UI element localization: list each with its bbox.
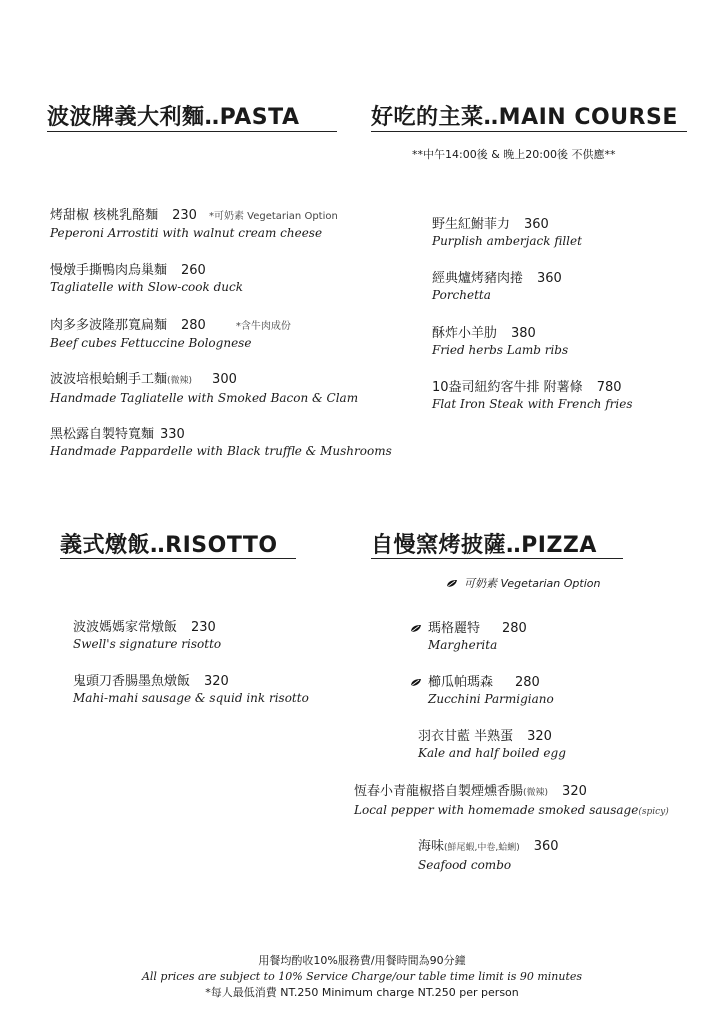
main-item-4 bbox=[432, 379, 633, 412]
main-item-3-en: Fried herbs Lamb ribs bbox=[432, 343, 569, 357]
risotto-item-1 bbox=[73, 619, 221, 652]
pizza-item-4-tag: (微辣) bbox=[523, 788, 549, 798]
pasta-item-5 bbox=[50, 426, 392, 459]
pizza-item-1-name: 瑪格麗特 bbox=[428, 621, 481, 636]
leaf-icon bbox=[446, 579, 458, 588]
pizza-section-title: 自慢窯烤披薩‥PIZZA bbox=[371, 533, 597, 558]
pizza-veg-note bbox=[446, 575, 600, 591]
risotto-item-1-price: 230 bbox=[191, 620, 216, 635]
pasta-item-1-note: *可奶素 Vegetarian Option bbox=[208, 211, 338, 222]
pizza-item-4-name: 恆春小青龍椒搭自製煙燻香腸 bbox=[354, 784, 524, 799]
pasta-item-1-en: Peperoni Arrostiti with walnut cream cheese bbox=[50, 226, 323, 240]
pasta-item-5-price: 330 bbox=[160, 427, 185, 442]
pasta-item-5-name: 黑松露自製特寬麵 bbox=[50, 427, 155, 442]
pizza-item-3-name: 羽衣甘藍 半熟蛋 bbox=[418, 729, 514, 744]
risotto-item-2-en: Mahi-mahi sausage & squid ink risotto bbox=[73, 691, 309, 705]
pizza-item-3 bbox=[418, 728, 566, 761]
risotto-item-2 bbox=[73, 673, 309, 706]
pasta-item-4-en: Handmade Tagliatelle with Smoked Bacon & Clam bbox=[50, 391, 359, 405]
pizza-item-2-price: 280 bbox=[515, 675, 540, 690]
risotto-item-1-name: 波波媽媽家常燉飯 bbox=[73, 620, 178, 635]
pasta-item-4-price: 300 bbox=[212, 372, 237, 387]
pasta-item-5-en: Handmade Pappardelle with Black truffle & Mushrooms bbox=[50, 444, 392, 458]
pasta-item-2-en: Tagliatelle with Slow-cook duck bbox=[50, 280, 243, 294]
pizza-item-5-price: 360 bbox=[533, 839, 559, 854]
main-item-1-name: 野生紅鮒菲力 bbox=[432, 217, 511, 232]
main-item-1 bbox=[432, 216, 582, 249]
pizza-item-4 bbox=[354, 783, 669, 820]
main-item-2-name: 經典爐烤豬肉捲 bbox=[432, 271, 524, 286]
pasta-item-2-name: 慢燉手撕鴨肉烏巢麵 bbox=[50, 263, 168, 278]
pizza-item-1 bbox=[410, 620, 527, 653]
pasta-item-2-price: 260 bbox=[181, 263, 206, 278]
pizza-item-5-tag: (鮮尾蝦,中卷,蛤蜊) bbox=[444, 843, 520, 853]
pasta-item-1-name: 烤甜椒 核桃乳酪麵 bbox=[50, 208, 159, 223]
risotto-section-title: 義式燉飯‥RISOTTO bbox=[60, 533, 278, 558]
pasta-item-3-note: *含牛肉成份 bbox=[235, 321, 291, 332]
pizza-item-2 bbox=[410, 674, 554, 707]
pizza-item-5-name: 海味 bbox=[418, 839, 445, 854]
pizza-item-4-price: 320 bbox=[562, 784, 587, 799]
pizza-item-4-en: Local pepper with homemade smoked sausage bbox=[354, 803, 639, 817]
pizza-item-3-price: 320 bbox=[527, 729, 552, 744]
main-subtitle: **中午14:00後 & 晚上20:00後 不供應** bbox=[412, 148, 616, 161]
pasta-title-rule bbox=[47, 131, 337, 132]
pasta-item-3 bbox=[50, 317, 291, 351]
pizza-item-5 bbox=[418, 838, 559, 873]
pizza-item-1-en: Margherita bbox=[428, 638, 498, 652]
pasta-section-title: 波波牌義大利麵‥PASTA bbox=[47, 105, 300, 130]
footer-minimum-charge: *每人最低消費 NT.250 Minimum charge NT.250 per person bbox=[205, 986, 519, 999]
pizza-item-2-name: 櫛瓜帕瑪森 bbox=[428, 675, 494, 690]
main-item-1-price: 360 bbox=[524, 217, 549, 232]
main-item-4-price: 780 bbox=[596, 380, 622, 395]
main-item-3 bbox=[432, 325, 568, 358]
pasta-item-3-name: 肉多多波隆那寬扁麵 bbox=[50, 318, 168, 333]
pasta-item-4 bbox=[50, 371, 358, 406]
pizza-item-1-price: 280 bbox=[502, 621, 527, 636]
main-item-2-price: 360 bbox=[537, 271, 562, 286]
risotto-title-rule bbox=[60, 558, 296, 559]
pasta-item-4-tag: (微辣) bbox=[167, 376, 193, 386]
pizza-item-3-en: Kale and half boiled egg bbox=[418, 746, 566, 760]
main-item-4-name: 10盎司紐約客牛排 附薯條 bbox=[432, 380, 583, 395]
leaf-icon bbox=[410, 624, 422, 633]
main-item-4-en: Flat Iron Steak with French fries bbox=[432, 397, 633, 411]
footer-service-charge-en: All prices are subject to 10% Service Charge/our table time limit is 90 minutes bbox=[141, 970, 583, 983]
main-item-1-en: Purplish amberjack fillet bbox=[432, 234, 582, 248]
pasta-item-3-price: 280 bbox=[181, 318, 206, 333]
main-item-3-price: 380 bbox=[511, 326, 536, 341]
main-item-2 bbox=[432, 270, 562, 303]
pasta-item-1 bbox=[50, 207, 338, 241]
main-title-rule bbox=[371, 131, 687, 132]
pizza-item-2-en: Zucchini Parmigiano bbox=[428, 692, 554, 706]
pasta-item-4-name: 波波培根蛤蜊手工麵 bbox=[50, 372, 168, 387]
pizza-item-5-en: Seafood combo bbox=[418, 858, 512, 872]
pasta-item-2 bbox=[50, 262, 243, 295]
main-item-2-en: Porchetta bbox=[432, 288, 491, 302]
pasta-item-1-price: 230 bbox=[172, 208, 197, 223]
pizza-item-4-en-tag: (spicy) bbox=[638, 807, 669, 817]
risotto-item-2-name: 鬼頭刀香腸墨魚燉飯 bbox=[73, 674, 191, 689]
risotto-item-2-price: 320 bbox=[204, 674, 229, 689]
pasta-item-3-en: Beef cubes Fettuccine Bolognese bbox=[50, 336, 252, 350]
leaf-icon bbox=[410, 678, 422, 687]
main-item-3-name: 酥炸小羊肋 bbox=[432, 326, 498, 341]
pizza-title-rule bbox=[371, 558, 623, 559]
footer-service-charge-zh: 用餐均酌收10%服務費/用餐時間為90分鐘 bbox=[258, 954, 466, 967]
main-section-title: 好吃的主菜‥MAIN COURSE bbox=[371, 105, 678, 130]
risotto-item-1-en: Swell's signature risotto bbox=[73, 637, 222, 651]
pizza-veg-note-text: 可奶素 Vegetarian Option bbox=[464, 577, 601, 590]
